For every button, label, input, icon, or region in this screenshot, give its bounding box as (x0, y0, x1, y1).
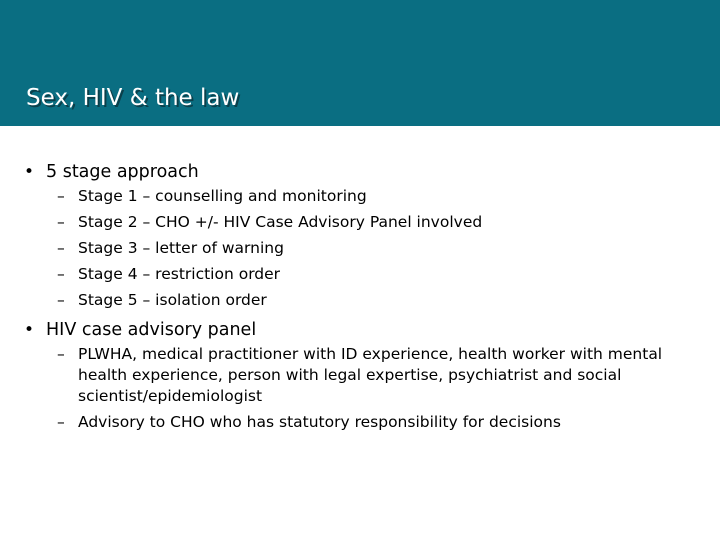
slide-content (22, 158, 702, 438)
sub-bullet-text: Stage 3 – letter of warning (78, 239, 284, 257)
dash-icon: – (57, 413, 65, 431)
bullet-text: 5 stage approach (46, 162, 199, 182)
sub-bullet-text: Stage 1 – counselling and monitoring (78, 187, 367, 205)
sub-bullet-text: PLWHA, medical practitioner with ID experience, health worker with mental health experience, person with legal expertise, psychiatrist and social scientist/epidemiologist (78, 345, 663, 405)
sub-bullet-text: Stage 4 – restriction order (78, 265, 281, 283)
sub-bullet-list (22, 186, 702, 311)
sub-bullet-item (22, 412, 702, 433)
sub-bullet-item (22, 186, 702, 207)
sub-bullet-item (22, 264, 702, 285)
slide-title: Sex, HIV & the law (26, 85, 240, 111)
sub-bullet-text: Advisory to CHO who has statutory responsibility for decisions (78, 413, 561, 431)
dash-icon: – (57, 213, 65, 231)
bullet-text: HIV case advisory panel (46, 320, 257, 340)
bullet-item (22, 158, 702, 186)
bullet-icon: • (24, 162, 35, 182)
dash-icon: – (57, 265, 65, 283)
title-bar (0, 0, 720, 126)
sub-bullet-item (22, 344, 702, 407)
sub-bullet-item (22, 212, 702, 233)
sub-bullet-item (22, 238, 702, 259)
sub-bullet-item (22, 290, 702, 311)
dash-icon: – (57, 187, 65, 205)
sub-bullet-text: Stage 2 – CHO +/- HIV Case Advisory Panel involved (78, 213, 483, 231)
dash-icon: – (57, 239, 65, 257)
sub-bullet-text: Stage 5 – isolation order (78, 291, 267, 309)
bullet-icon: • (24, 320, 35, 340)
dash-icon: – (57, 291, 65, 309)
sub-bullet-list (22, 344, 702, 433)
bullet-item (22, 316, 702, 344)
dash-icon: – (57, 345, 65, 363)
